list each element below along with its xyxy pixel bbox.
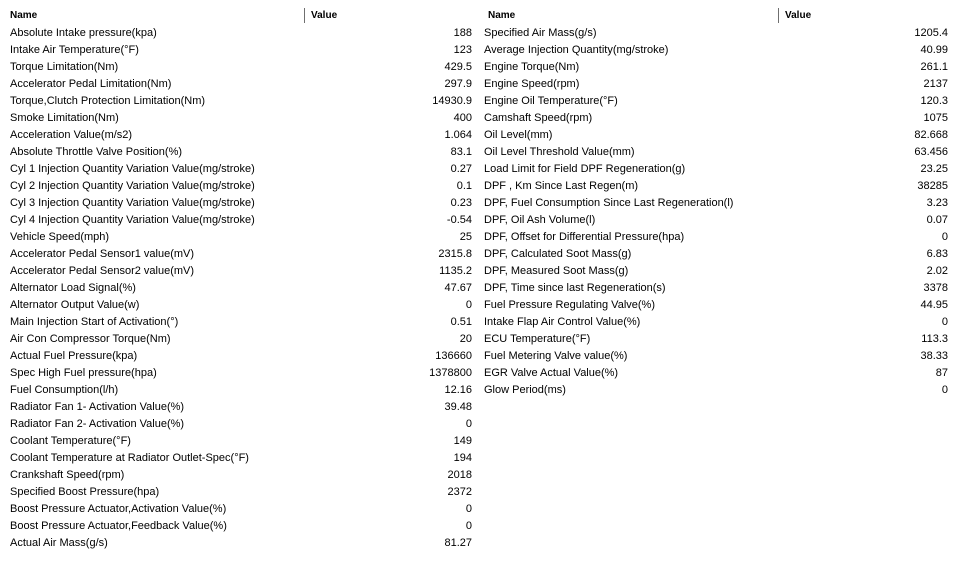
parameter-name: Cyl 4 Injection Quantity Variation Value(mg/stroke) [10, 214, 255, 226]
parameter-name: Boost Pressure Actuator,Activation Value(%) [10, 503, 227, 515]
table-row[interactable] [0, 382, 476, 399]
parameter-value: 23.25 [920, 163, 948, 175]
left-table-body [0, 25, 476, 552]
parameter-value: 63.456 [914, 146, 948, 158]
table-row[interactable] [0, 127, 476, 144]
table-row[interactable] [478, 161, 952, 178]
table-row[interactable] [478, 314, 952, 331]
parameter-value: 81.27 [444, 537, 472, 549]
table-row[interactable] [0, 484, 476, 501]
parameter-name: Alternator Load Signal(%) [10, 282, 136, 294]
right-table-body [478, 25, 952, 399]
table-row[interactable] [0, 280, 476, 297]
parameter-value: 47.67 [444, 282, 472, 294]
parameter-name: Alternator Output Value(w) [10, 299, 140, 311]
table-row[interactable] [0, 76, 476, 93]
parameter-name: Absolute Throttle Valve Position(%) [10, 146, 183, 158]
table-row[interactable] [478, 93, 952, 110]
table-row[interactable] [478, 42, 952, 59]
table-row[interactable] [0, 365, 476, 382]
table-row[interactable] [478, 178, 952, 195]
name-column-header[interactable]: Name [10, 10, 38, 21]
parameter-name: DPF, Oil Ash Volume(l) [484, 214, 596, 226]
table-row[interactable] [478, 144, 952, 161]
parameter-name: Average Injection Quantity(mg/stroke) [484, 44, 669, 56]
parameter-name: DPF, Time since last Regeneration(s) [484, 282, 666, 294]
parameter-value: 2137 [923, 78, 948, 90]
table-row[interactable] [478, 263, 952, 280]
table-row[interactable] [0, 161, 476, 178]
parameter-name: Fuel Metering Valve value(%) [484, 350, 628, 362]
parameter-name: Cyl 2 Injection Quantity Variation Value(mg/stroke) [10, 180, 255, 192]
parameter-value: 1378800 [429, 367, 472, 379]
parameter-name: Oil Level(mm) [484, 129, 553, 141]
parameter-value: 0 [465, 418, 472, 430]
table-row[interactable] [0, 297, 476, 314]
parameter-value: 297.9 [444, 78, 472, 90]
parameter-name: Radiator Fan 2- Activation Value(%) [10, 418, 185, 430]
table-row[interactable] [0, 178, 476, 195]
parameter-value: 39.48 [444, 401, 472, 413]
right-table-header [478, 7, 952, 24]
parameter-value: 1.064 [444, 129, 472, 141]
parameter-name: Accelerator Pedal Sensor1 value(mV) [10, 248, 195, 260]
parameter-value: 0.23 [450, 197, 472, 209]
parameter-value: 12.16 [444, 384, 472, 396]
parameter-value: 194 [453, 452, 472, 464]
table-row[interactable] [478, 127, 952, 144]
parameter-value: 38285 [917, 180, 948, 192]
parameter-name: Fuel Consumption(l/h) [10, 384, 119, 396]
table-row[interactable] [478, 195, 952, 212]
parameter-name: Engine Oil Temperature(°F) [484, 95, 618, 107]
parameter-name: Actual Fuel Pressure(kpa) [10, 350, 138, 362]
table-row[interactable] [0, 195, 476, 212]
table-row[interactable] [478, 110, 952, 127]
parameter-value: 0 [941, 384, 948, 396]
table-row[interactable] [0, 59, 476, 76]
parameter-name: Coolant Temperature(°F) [10, 435, 131, 447]
table-row[interactable] [478, 59, 952, 76]
parameter-name: Smoke Limitation(Nm) [10, 112, 119, 124]
parameter-name: Torque,Clutch Protection Limitation(Nm) [10, 95, 206, 107]
table-row[interactable] [0, 263, 476, 280]
parameter-value: 2.02 [926, 265, 948, 277]
parameter-name: Spec High Fuel pressure(hpa) [10, 367, 157, 379]
parameter-value: 113.3 [921, 333, 948, 345]
table-row[interactable] [478, 365, 952, 382]
column-resize-handle[interactable] [778, 8, 779, 23]
table-row[interactable] [0, 144, 476, 161]
parameter-value: 400 [453, 112, 472, 124]
parameter-name: Accelerator Pedal Limitation(Nm) [10, 78, 172, 90]
table-row[interactable] [0, 467, 476, 484]
parameter-name: Intake Air Temperature(°F) [10, 44, 139, 56]
parameter-value: 82.668 [914, 129, 948, 141]
parameter-value: 83.1 [450, 146, 472, 158]
parameter-value: 44.95 [920, 299, 948, 311]
parameter-name: Torque Limitation(Nm) [10, 61, 119, 73]
parameter-value: 0.27 [450, 163, 472, 175]
parameter-value: 38.33 [920, 350, 948, 362]
table-row[interactable] [0, 433, 476, 450]
parameter-value: 0.1 [456, 180, 472, 192]
parameter-name: Fuel Pressure Regulating Valve(%) [484, 299, 655, 311]
name-column-header[interactable]: Name [488, 10, 516, 21]
parameter-value: 188 [453, 27, 472, 39]
parameter-value: 6.83 [926, 248, 948, 260]
table-row[interactable] [478, 331, 952, 348]
parameter-name: Absolute Intake pressure(kpa) [10, 27, 157, 39]
parameter-name: Engine Torque(Nm) [484, 61, 580, 73]
table-row[interactable] [478, 76, 952, 93]
value-column-header[interactable]: Value [311, 10, 338, 21]
parameter-value: 123 [453, 44, 472, 56]
left-data-table [0, 7, 476, 551]
parameter-value: 14930.9 [432, 95, 472, 107]
parameter-name: Radiator Fan 1- Activation Value(%) [10, 401, 185, 413]
parameter-name: Cyl 3 Injection Quantity Variation Value(mg/stroke) [10, 197, 255, 209]
parameter-name: Specified Air Mass(g/s) [484, 27, 597, 39]
parameter-value: 40.99 [920, 44, 948, 56]
parameter-name: Actual Air Mass(g/s) [10, 537, 108, 549]
parameter-value: 2372 [447, 486, 472, 498]
parameter-value: 149 [453, 435, 472, 447]
parameter-name: Air Con Compressor Torque(Nm) [10, 333, 171, 345]
parameter-name: Vehicle Speed(mph) [10, 231, 110, 243]
parameter-value: 0 [941, 231, 948, 243]
parameter-value: 2315.8 [438, 248, 472, 260]
parameter-name: DPF , Km Since Last Regen(m) [484, 180, 639, 192]
table-row[interactable] [0, 416, 476, 433]
parameter-name: Load Limit for Field DPF Regeneration(g) [484, 163, 686, 175]
table-row[interactable] [478, 297, 952, 314]
parameter-name: DPF, Fuel Consumption Since Last Regeneration(l) [484, 197, 734, 209]
parameter-value: 429.5 [444, 61, 472, 73]
parameter-value: 2018 [447, 469, 472, 481]
parameter-value: 25 [459, 231, 472, 243]
parameter-name: Acceleration Value(m/s2) [10, 129, 133, 141]
table-row[interactable] [0, 246, 476, 263]
parameter-name: EGR Valve Actual Value(%) [484, 367, 619, 379]
parameter-value: 120.3 [920, 95, 948, 107]
parameter-name: Camshaft Speed(rpm) [484, 112, 593, 124]
value-column-header[interactable]: Value [785, 10, 812, 21]
parameter-name: Cyl 1 Injection Quantity Variation Value(mg/stroke) [10, 163, 255, 175]
right-data-table [478, 7, 952, 398]
parameter-name: DPF, Offset for Differential Pressure(hpa) [484, 231, 685, 243]
parameter-value: 20 [459, 333, 472, 345]
table-row[interactable] [0, 212, 476, 229]
table-row[interactable] [0, 450, 476, 467]
table-row[interactable] [0, 229, 476, 246]
table-row[interactable] [0, 110, 476, 127]
parameter-name: Oil Level Threshold Value(mm) [484, 146, 635, 158]
table-row[interactable] [0, 501, 476, 518]
parameter-value: 1075 [923, 112, 948, 124]
parameter-value: 0 [465, 299, 472, 311]
table-row[interactable] [0, 93, 476, 110]
parameter-value: 261.1 [920, 61, 948, 73]
parameter-name: Engine Speed(rpm) [484, 78, 580, 90]
table-row[interactable] [0, 348, 476, 365]
parameter-value: 0.51 [450, 316, 472, 328]
parameter-name: Glow Period(ms) [484, 384, 566, 396]
parameter-value: 3.23 [926, 197, 948, 209]
parameter-value: 136660 [435, 350, 472, 362]
parameter-name: Main Injection Start of Activation(°) [10, 316, 179, 328]
parameter-value: 0 [941, 316, 948, 328]
table-row[interactable] [478, 382, 952, 399]
parameter-name: Specified Boost Pressure(hpa) [10, 486, 160, 498]
left-table-header [0, 7, 476, 24]
parameter-value: 3378 [923, 282, 948, 294]
table-row[interactable] [478, 348, 952, 365]
table-row[interactable] [0, 331, 476, 348]
table-row[interactable] [478, 212, 952, 229]
parameter-value: 1205.4 [914, 27, 948, 39]
parameter-value: 87 [935, 367, 948, 379]
table-row[interactable] [0, 535, 476, 552]
table-row[interactable] [478, 246, 952, 263]
parameter-name: DPF, Calculated Soot Mass(g) [484, 248, 632, 260]
parameter-name: Accelerator Pedal Sensor2 value(mV) [10, 265, 195, 277]
parameter-value: -0.54 [446, 214, 472, 226]
parameter-name: Boost Pressure Actuator,Feedback Value(%) [10, 520, 227, 532]
column-resize-handle[interactable] [304, 8, 305, 23]
parameter-name: DPF, Measured Soot Mass(g) [484, 265, 629, 277]
parameter-value: 0 [465, 503, 472, 515]
table-row[interactable] [0, 399, 476, 416]
table-row[interactable] [0, 25, 476, 42]
parameter-name: ECU Temperature(°F) [484, 333, 591, 345]
parameter-name: Intake Flap Air Control Value(%) [484, 316, 641, 328]
parameter-name: Crankshaft Speed(rpm) [10, 469, 125, 481]
table-row[interactable] [478, 25, 952, 42]
table-row[interactable] [0, 314, 476, 331]
parameter-value: 0.07 [926, 214, 948, 226]
table-row[interactable] [478, 280, 952, 297]
parameter-name: Coolant Temperature at Radiator Outlet-Spec(°F) [10, 452, 249, 464]
parameter-value: 1135.2 [439, 265, 472, 277]
parameter-value: 0 [465, 520, 472, 532]
table-row[interactable] [478, 229, 952, 246]
table-row[interactable] [0, 42, 476, 59]
table-row[interactable] [0, 518, 476, 535]
